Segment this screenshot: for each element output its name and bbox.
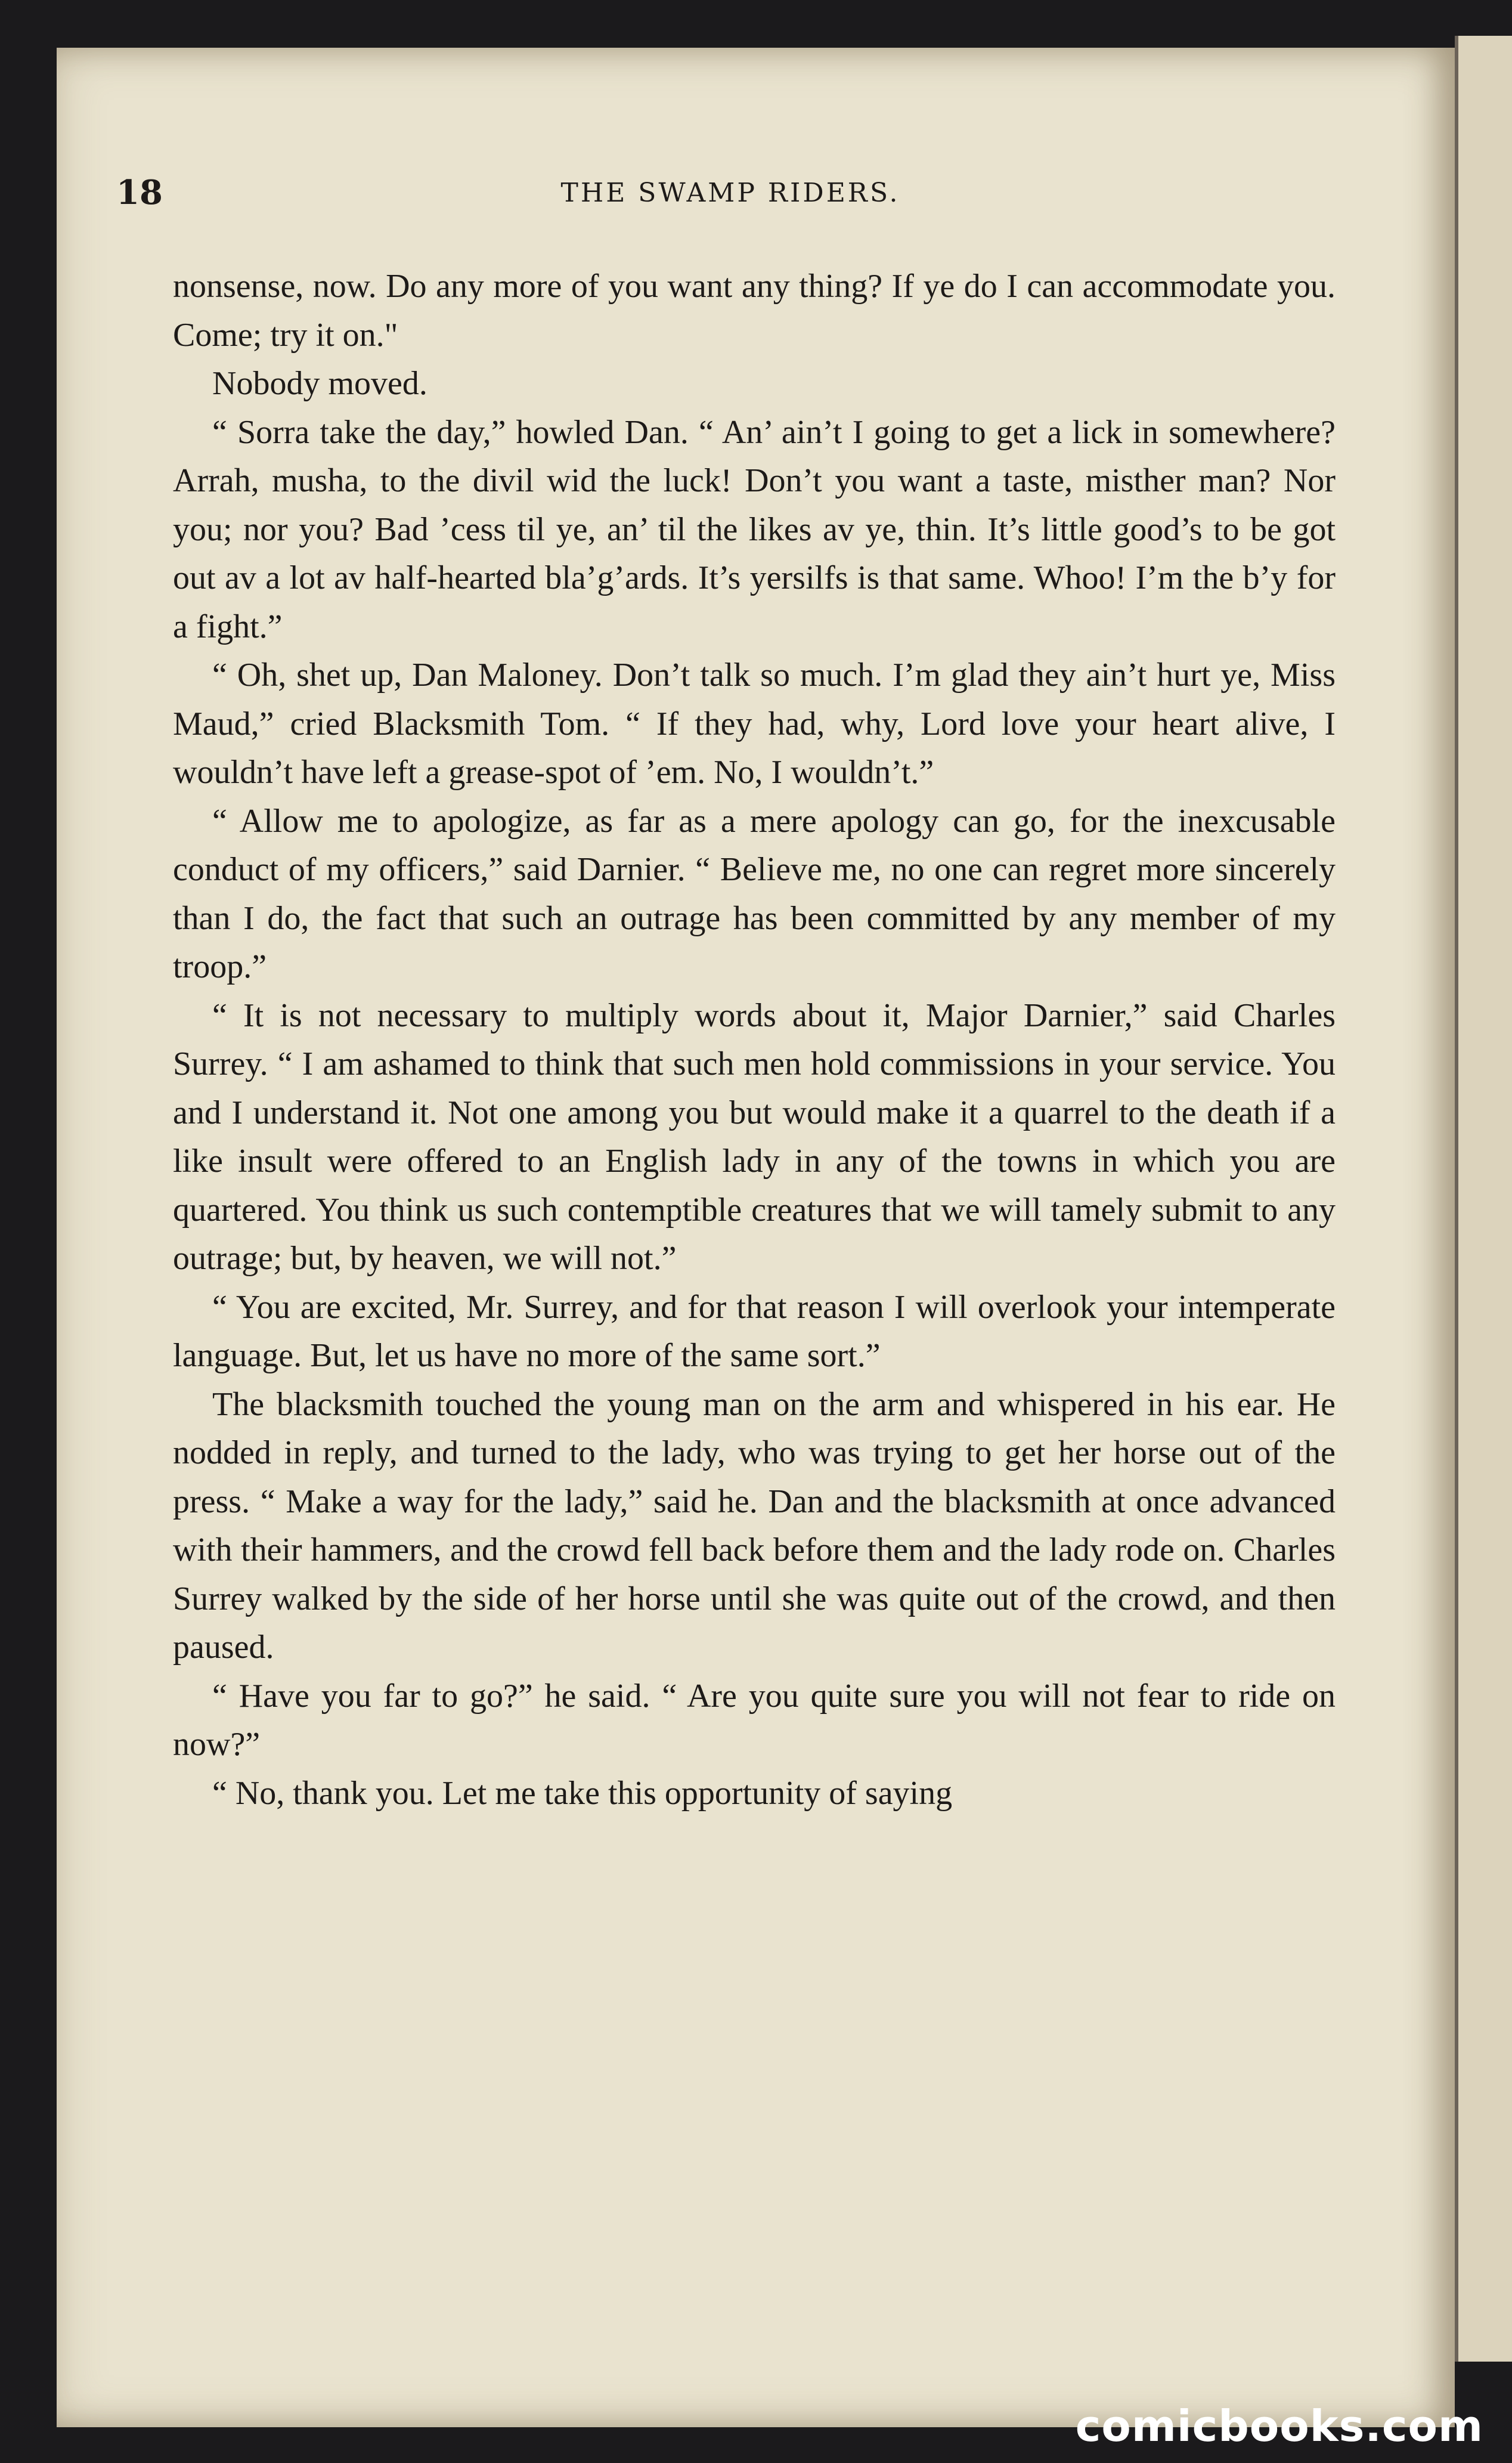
paragraph: “ Sorra take the day,” howled Dan. “ An’ ain’t I going to get a lick in somewhere? Arrah, musha, to the divil wid the luck! Don’t you want a taste, misther man? Nor you; nor you? Bad ’cess til ye, an’ til the likes av ye, thin. It’s little good’s to be got out av a lot av half-hearted bla’g’ards. It’s yersilfs is that same. Whoo! I’m the b’y for a fight.”: [173, 413, 1336, 645]
paragraph: “ It is not necessary to multiply words about it, Major Darnier,” said Charles Surrey. “ I am ashamed to think that such men hold commissions in your service. You and I understand it. Not one among you but would make it a quarrel to the death if a like insult were offered to an English lady in any of the towns in which you are quartered. You think us such contemptible creatures that we will tamely submit to any outrage; but, by heaven, we will not.”: [173, 997, 1336, 1277]
paragraph: “ Allow me to apologize, as far as a mere apology can go, for the inexcusable conduct of my officers,” said Darnier. “ Believe me, no one can regret more sincerely than I do, the fact that such an outrage has been committed by any member of my troop.”: [173, 802, 1336, 985]
page-header: [116, 173, 1344, 221]
body-text: [173, 262, 1336, 1818]
paragraph: “ You are excited, Mr. Surrey, and for that reason I will overlook your intemperate language. But, let us have no more of the same sort.”: [173, 1288, 1336, 1374]
paragraph: The blacksmith touched the young man on the arm and whispered in his ear. He nodded in reply, and turned to the lady, who was trying to get her horse out of the press. “ Make a way for the lady,” said he. Dan and the blacksmith at once advanced with their hammers, and the crowd fell back before them and the lady rode on. Charles Surrey walked by the side of her horse until she was quite out of the crowd, and then paused.: [173, 1385, 1336, 1666]
next-page-edge: [1455, 36, 1512, 2362]
paragraph: “ No, thank you. Let me take this opportunity of saying: [212, 1774, 953, 1812]
running-title: THE SWAMP RIDERS.: [560, 178, 900, 208]
paragraph: “ Oh, shet up, Dan Maloney. Don’t talk so much. I’m glad they ain’t hurt ye, Miss Maud,” cried Blacksmith Tom. “ If they had, why, Lord love your heart alive, I wouldn’t have left a grease-spot of ’em. No, I wouldn’t.”: [173, 657, 1336, 791]
page-number: 18: [116, 173, 163, 212]
site-watermark: comicbooks.com: [1075, 2401, 1483, 2451]
paragraph: “ Have you far to go?” he said. “ Are you quite sure you will not fear to ride on now?”: [173, 1677, 1336, 1763]
paragraph: nonsense, now. Do any more of you want any thing? If ye do I can accommodate you. Come; try it on.": [173, 268, 1336, 354]
paragraph: Nobody moved.: [212, 365, 427, 402]
